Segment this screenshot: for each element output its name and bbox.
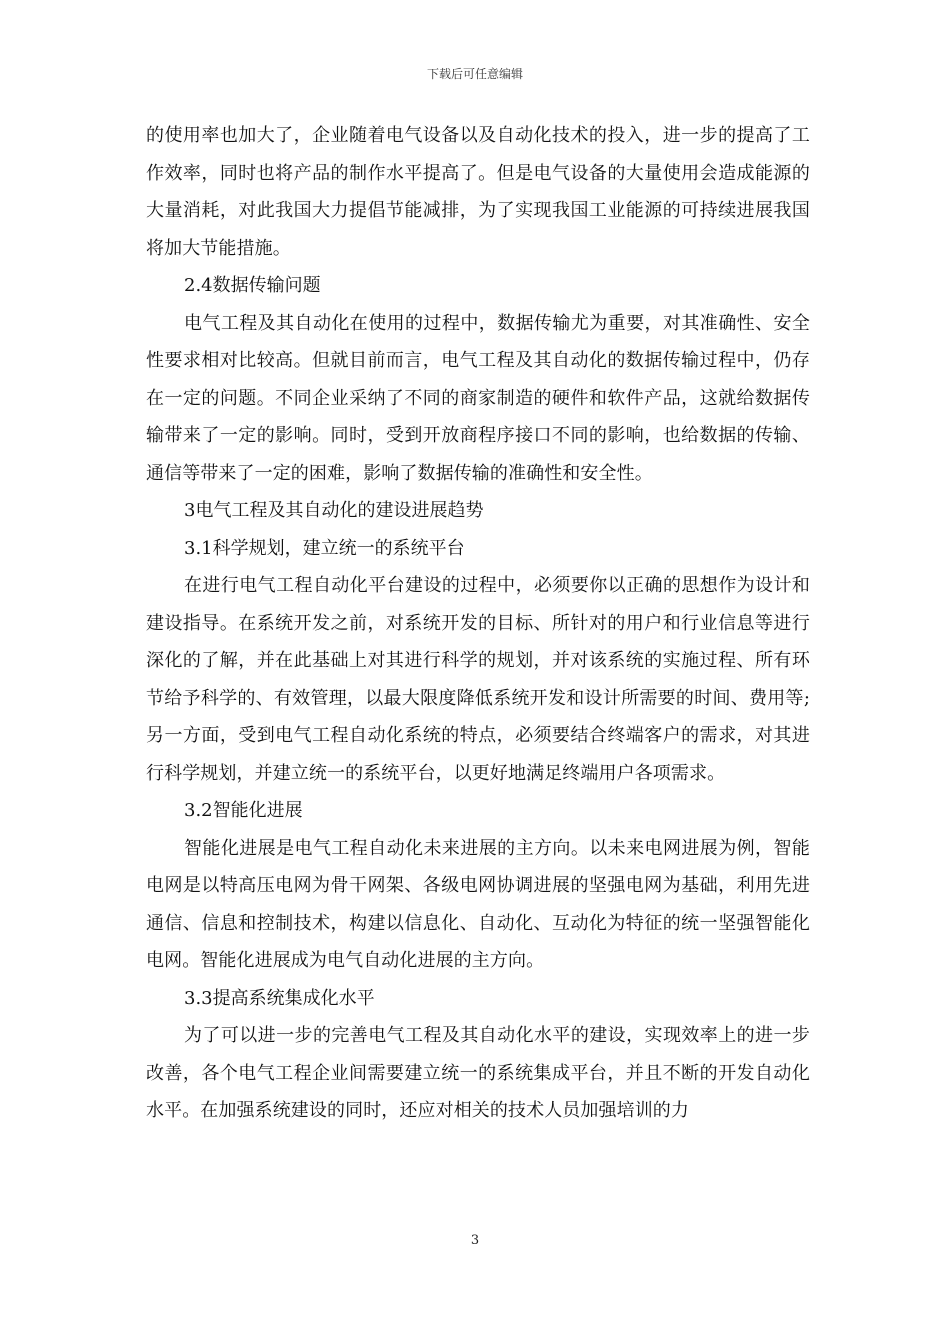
page-number: 3 [470, 1233, 480, 1248]
section-heading-3: 3电气工程及其自动化的建设进展趋势 [184, 500, 484, 521]
document-body [146, 117, 810, 1130]
section-heading-2-4: 2.4数据传输问题 [184, 275, 321, 296]
section-heading-3-1: 3.1科学规划，建立统一的系统平台 [184, 537, 465, 559]
section-heading-3-2: 3.2智能化进展 [184, 800, 303, 821]
paragraph-scientific-planning: 在进行电气工程自动化平台建设的过程中，必须要你以正确的思想作为设计和建设指导。在系统开发之前，对系统开发的目标、所针对的用户和行业信息等进行深化的了解，并在此基础上对其进行科学的规划，并对该系统的实施过程、所有环节给予科学的、有效管理，以最大限度降低系统开发和设计所需要的时间、费用等;另一方面，受到电气工程自动化系统的特点，必须要结合终端客户的需求，对其进行科学规划，并建立统一的系统平台，以更好地满足终端用户各项需求。 [146, 575, 810, 784]
paragraph-energy-consumption: 的使用率也加大了，企业随着电气设备以及自动化技术的投入，进一步的提高了工作效率，同时也将产品的制作水平提高了。但是电气设备的大量使用会造成能源的大量消耗，对此我国大力提倡节能减排，为了实现我国工业能源的可持续进展我国将加大节能措施。 [146, 125, 810, 259]
paragraph-data-transmission: 电气工程及其自动化在使用的过程中，数据传输尤为重要，对其准确性、安全性要求相对比较高。但就目前而言，电气工程及其自动化的数据传输过程中，仍存在一定的问题。不同企业采纳了不同的商家制造的硬件和软件产品，这就给数据传输带来了一定的影响。同时，受到开放商程序接口不同的影响，也给数据的传输、通信等带来了一定的困难，影响了数据传输的准确性和安全性。 [146, 312, 810, 484]
page-header: 下载后可任意编辑 [426, 67, 523, 81]
paragraph-system-integration: 为了可以进一步的完善电气工程及其自动化水平的建设，实现效率上的进一步改善，各个电气工程企业间需要建立统一的系统集成平台，并且不断的开发自动化水平。在加强系统建设的同时，还应对相关的技术人员加强培训的力 [146, 1025, 810, 1121]
paragraph-intelligent-development: 智能化进展是电气工程自动化未来进展的主方向。以未来电网进展为例，智能电网是以特高压电网为骨干网架、各级电网协调进展的坚强电网为基础，利用先进通信、信息和控制技术，构建以信息化、自动化、互动化为特征的统一坚强智能化电网。智能化进展成为电气自动化进展的主方向。 [146, 837, 810, 971]
section-heading-3-3: 3.3提高系统集成化水平 [184, 987, 375, 1009]
